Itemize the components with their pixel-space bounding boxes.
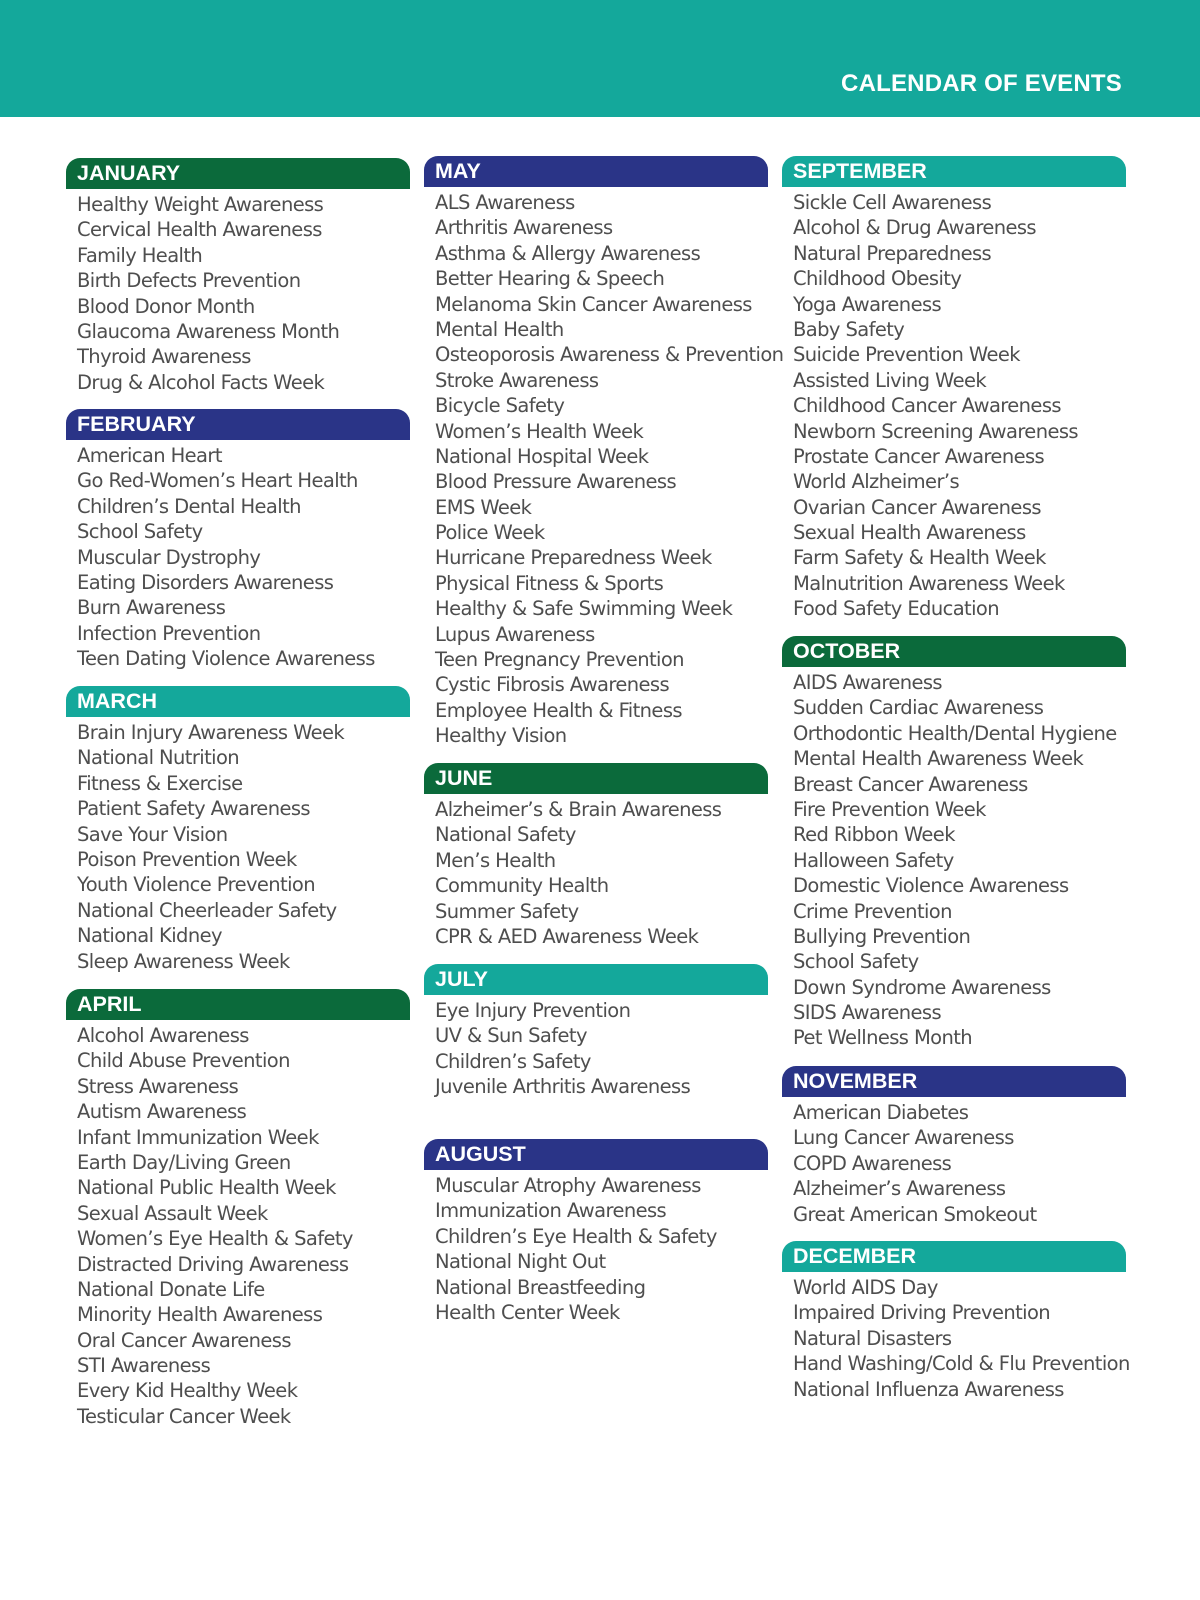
event-list	[424, 797, 768, 949]
event-item: Alzheimer’s & Brain Awareness	[435, 798, 722, 821]
month-january	[66, 158, 410, 395]
event-item: Childhood Cancer Awareness	[793, 394, 1061, 418]
event-item: Halloween Safety	[793, 848, 954, 872]
event-item: STI Awareness	[77, 1354, 211, 1378]
event-item: Blood Donor Month	[77, 294, 255, 318]
event-item: Minority Health Awareness	[77, 1303, 323, 1327]
event-item: Patient Safety Awareness	[77, 797, 310, 821]
event-item: School Safety	[793, 950, 919, 974]
event-item: Children’s Safety	[435, 1049, 591, 1073]
event-item: Stroke Awareness	[435, 368, 599, 392]
month-march	[66, 686, 410, 974]
event-item: Infant Immunization Week	[77, 1125, 319, 1149]
event-item: Bullying Prevention	[793, 924, 971, 948]
event-item: Poison Prevention Week	[77, 847, 297, 871]
event-item: Children’s Dental Health	[77, 494, 301, 518]
event-item: Cystic Fibrosis Awareness	[435, 673, 670, 697]
event-item: Fitness & Exercise	[77, 771, 243, 795]
month-header: MARCH	[66, 686, 410, 717]
event-item: Family Health	[77, 243, 203, 267]
event-item: Osteoporosis Awareness & Prevention	[435, 343, 784, 367]
event-item: Infection Prevention	[77, 621, 261, 645]
event-item: National Night Out	[435, 1250, 606, 1274]
event-item: Testicular Cancer Week	[77, 1404, 291, 1428]
event-item: Food Safety Education	[793, 597, 1000, 621]
event-item: Sexual Assault Week	[77, 1201, 268, 1225]
event-item: Baby Safety	[793, 317, 905, 341]
event-item: American Heart	[77, 444, 222, 467]
event-item: Farm Safety & Health Week	[793, 546, 1046, 570]
event-item: Impaired Driving Prevention	[793, 1301, 1051, 1325]
event-item: Muscular Dystrophy	[77, 545, 261, 569]
event-item: Better Hearing & Speech	[435, 267, 665, 291]
event-item: Brain Injury Awareness Week	[77, 721, 345, 744]
month-november	[782, 1066, 1126, 1227]
month-header: DECEMBER	[782, 1241, 1126, 1272]
event-item: National Public Health Week	[77, 1176, 336, 1200]
event-item: Healthy & Safe Swimming Week	[435, 597, 733, 621]
event-item: Ovarian Cancer Awareness	[793, 495, 1041, 519]
event-list	[424, 998, 768, 1100]
month-june	[424, 763, 768, 949]
event-item: Women’s Eye Health & Safety	[77, 1227, 353, 1251]
event-item: Birth Defects Prevention	[77, 269, 301, 293]
month-header: MAY	[424, 156, 768, 187]
month-header: AUGUST	[424, 1139, 768, 1170]
month-july	[424, 964, 768, 1100]
event-item: AIDS Awareness	[793, 671, 942, 694]
month-header: JUNE	[424, 763, 768, 794]
event-item: Thyroid Awareness	[77, 345, 251, 369]
event-item: Community Health	[435, 874, 609, 898]
event-item: Stress Awareness	[77, 1074, 239, 1098]
event-item: Physical Fitness & Sports	[435, 571, 664, 595]
month-february	[66, 409, 410, 672]
event-item: World Alzheimer’s	[793, 470, 960, 494]
event-item: Red Ribbon Week	[793, 823, 955, 847]
event-item: Assisted Living Week	[793, 368, 987, 392]
month-header: JULY	[424, 964, 768, 995]
event-list	[782, 1275, 1130, 1402]
event-item: Breast Cancer Awareness	[793, 772, 1028, 796]
header-banner	[0, 0, 1200, 117]
month-october	[782, 636, 1126, 1051]
event-item: Alcohol Awareness	[77, 1024, 249, 1047]
event-item: Fire Prevention Week	[793, 797, 986, 821]
page-title: CALENDAR OF EVENTS	[841, 70, 1122, 97]
event-item: National Safety	[435, 823, 576, 847]
event-item: Oral Cancer Awareness	[77, 1328, 291, 1352]
event-item: Sleep Awareness Week	[77, 949, 290, 973]
event-item: Prostate Cancer Awareness	[793, 444, 1045, 468]
month-header: NOVEMBER	[782, 1066, 1126, 1097]
event-item: Lung Cancer Awareness	[793, 1126, 1014, 1150]
event-item: Asthma & Allergy Awareness	[435, 241, 701, 265]
month-header: FEBRUARY	[66, 409, 410, 440]
event-item: Teen Dating Violence Awareness	[77, 647, 375, 671]
month-april	[66, 989, 410, 1429]
event-item: Teen Pregnancy Prevention	[435, 648, 684, 672]
event-item: Natural Preparedness	[793, 241, 992, 265]
event-item: Malnutrition Awareness Week	[793, 571, 1065, 595]
event-item: Muscular Atrophy Awareness	[435, 1174, 701, 1197]
event-item: Blood Pressure Awareness	[435, 470, 677, 494]
event-list	[782, 670, 1126, 1051]
event-item: Suicide Prevention Week	[793, 343, 1020, 367]
event-item: Police Week	[435, 521, 545, 545]
event-item: Summer Safety	[435, 899, 579, 923]
event-item: Childhood Obesity	[793, 267, 962, 291]
event-list	[66, 192, 410, 395]
event-item: Alzheimer’s Awareness	[793, 1177, 1006, 1201]
event-list	[782, 190, 1126, 622]
event-item: Hand Washing/Cold & Flu Prevention	[793, 1352, 1130, 1376]
event-item: Drug & Alcohol Facts Week	[77, 370, 325, 394]
event-item: Domestic Violence Awareness	[793, 874, 1069, 898]
event-item: National Donate Life	[77, 1277, 265, 1301]
event-item: Healthy Weight Awareness	[77, 193, 324, 216]
event-item: Great American Smokeout	[793, 1202, 1037, 1226]
event-item: Youth Violence Prevention	[77, 873, 316, 897]
event-item: Immunization Awareness	[435, 1199, 667, 1223]
month-header: OCTOBER	[782, 636, 1126, 667]
event-item: Eating Disorders Awareness	[77, 570, 334, 594]
event-item: Child Abuse Prevention	[77, 1049, 290, 1073]
event-item: Melanoma Skin Cancer Awareness	[435, 292, 752, 316]
event-item: Sudden Cardiac Awareness	[793, 696, 1044, 720]
event-item: Glaucoma Awareness Month	[77, 319, 340, 343]
event-item: Sexual Health Awareness	[793, 521, 1026, 545]
event-item: National Influenza Awareness	[793, 1377, 1064, 1401]
event-item: Crime Prevention	[793, 899, 952, 923]
event-item: Earth Day/Living Green	[77, 1150, 291, 1174]
event-item: National Nutrition	[77, 746, 240, 770]
event-item: Bicycle Safety	[435, 394, 565, 418]
event-item: SIDS Awareness	[793, 1001, 942, 1025]
event-list	[782, 1100, 1126, 1227]
event-item: Health Center Week	[435, 1300, 620, 1324]
event-list	[424, 1173, 768, 1325]
month-may	[424, 156, 784, 749]
month-header: JANUARY	[66, 158, 410, 189]
event-item: National Hospital Week	[435, 444, 649, 468]
event-item: Pet Wellness Month	[793, 1026, 973, 1050]
event-item: Employee Health & Fitness	[435, 698, 682, 722]
event-item: Hurricane Preparedness Week	[435, 546, 712, 570]
event-item: School Safety	[77, 520, 203, 544]
event-item: CPR & AED Awareness Week	[435, 924, 699, 948]
event-item: ALS Awareness	[435, 191, 575, 214]
event-item: World AIDS Day	[793, 1276, 938, 1299]
month-header: APRIL	[66, 989, 410, 1020]
event-item: Save Your Vision	[77, 822, 228, 846]
event-item: Juvenile Arthritis Awareness	[435, 1075, 691, 1099]
event-item: Orthodontic Health/Dental Hygiene	[793, 721, 1117, 745]
event-item: Autism Awareness	[77, 1100, 247, 1124]
event-item: Natural Disasters	[793, 1326, 952, 1350]
event-item: Distracted Driving Awareness	[77, 1252, 349, 1276]
month-september	[782, 156, 1126, 622]
event-item: Lupus Awareness	[435, 622, 595, 646]
event-item: Cervical Health Awareness	[77, 218, 322, 242]
event-item: Every Kid Healthy Week	[77, 1379, 298, 1403]
event-item: National Breastfeeding	[435, 1275, 646, 1299]
event-item: Children’s Eye Health & Safety	[435, 1224, 717, 1248]
month-december	[782, 1241, 1130, 1402]
event-item: Yoga Awareness	[793, 292, 942, 316]
event-item: EMS Week	[435, 495, 532, 519]
event-item: National Cheerleader Safety	[77, 898, 337, 922]
event-item: COPD Awareness	[793, 1151, 952, 1175]
event-item: UV & Sun Safety	[435, 1024, 587, 1048]
event-item: Burn Awareness	[77, 596, 226, 620]
event-list	[66, 720, 410, 974]
event-item: Down Syndrome Awareness	[793, 975, 1051, 999]
event-item: Sickle Cell Awareness	[793, 191, 992, 214]
event-item: Arthritis Awareness	[435, 216, 613, 240]
event-item: Healthy Vision	[435, 724, 567, 748]
event-list	[66, 443, 410, 672]
event-list	[66, 1023, 410, 1429]
event-list	[424, 190, 784, 749]
event-item: Newborn Screening Awareness	[793, 419, 1078, 443]
month-august	[424, 1139, 768, 1325]
event-item: Mental Health	[435, 317, 564, 341]
event-item: American Diabetes	[793, 1101, 969, 1124]
event-item: Men’s Health	[435, 848, 556, 872]
event-item: Women’s Health Week	[435, 419, 644, 443]
event-item: Go Red-Women’s Heart Health	[77, 469, 358, 493]
event-item: Alcohol & Drug Awareness	[793, 216, 1036, 240]
event-item: Eye Injury Prevention	[435, 999, 631, 1022]
month-header: SEPTEMBER	[782, 156, 1126, 187]
event-item: Mental Health Awareness Week	[793, 747, 1084, 771]
event-item: National Kidney	[77, 924, 222, 948]
